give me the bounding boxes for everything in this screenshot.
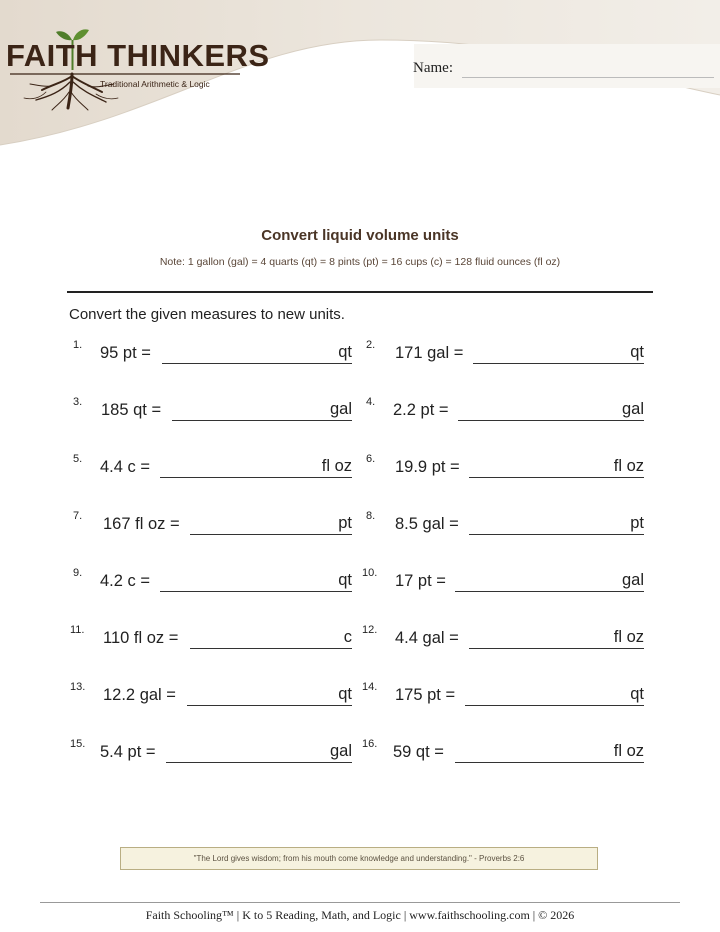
problem-number: 1. (73, 339, 83, 351)
target-unit: c (343, 628, 352, 646)
answer-blank[interactable] (458, 400, 644, 421)
name-input-line[interactable] (462, 77, 714, 78)
title-divider (67, 291, 653, 293)
answer-blank[interactable] (160, 571, 352, 592)
answer-blank[interactable] (469, 628, 644, 649)
problem-12 (362, 624, 644, 650)
target-unit: gal (621, 571, 644, 589)
problem-question: 110 fl oz = (103, 629, 179, 647)
problem-8 (366, 510, 644, 536)
answer-blank[interactable] (187, 685, 352, 706)
footer-text: Faith Schooling™ | K to 5 Reading, Math, and Logic | www.faithschooling.com | © 2026 (145, 908, 575, 922)
name-label: Name: (413, 60, 453, 76)
instructions: Convert the given measures to new units. (69, 306, 345, 323)
target-unit: qt (338, 685, 352, 703)
problem-6 (366, 453, 644, 479)
problem-3 (73, 396, 352, 422)
problem-10 (362, 567, 644, 593)
target-unit: qt (338, 343, 352, 361)
problem-15 (70, 738, 352, 764)
problem-9 (73, 567, 352, 593)
problem-question: 2.2 pt = (393, 401, 449, 419)
problem-number: 16. (362, 738, 378, 750)
target-unit: gal (329, 400, 352, 418)
brand-logo-text: FAITH THINKERS (6, 38, 270, 73)
problem-question: 4.2 c = (100, 572, 150, 590)
problem-question: 4.4 c = (100, 458, 150, 476)
problem-number: 15. (70, 738, 86, 750)
answer-blank[interactable] (473, 343, 644, 364)
problem-number: 8. (366, 510, 376, 522)
problem-question: 8.5 gal = (395, 515, 459, 533)
problem-number: 13. (70, 681, 86, 693)
answer-blank[interactable] (465, 685, 644, 706)
problem-number: 10. (362, 567, 378, 579)
conversion-note: Note: 1 gallon (gal) = 4 quarts (qt) = 8 pints (pt) = 16 cups (c) = 128 fluid ounces (fl oz) (159, 256, 561, 268)
problem-14 (362, 681, 644, 707)
answer-blank[interactable] (166, 742, 352, 763)
problem-11 (70, 624, 352, 650)
problem-question: 185 qt = (101, 401, 162, 419)
brand-tagline: Traditional Arithmetic & Logic (100, 79, 210, 89)
problem-7 (73, 510, 352, 536)
problem-number: 5. (73, 453, 83, 465)
answer-blank[interactable] (160, 457, 352, 478)
problem-2 (366, 339, 644, 365)
answer-blank[interactable] (469, 457, 644, 478)
name-field-background (414, 44, 720, 88)
footer-divider (40, 902, 680, 903)
answer-blank[interactable] (190, 514, 352, 535)
problem-question: 167 fl oz = (103, 515, 180, 533)
problem-question: 175 pt = (395, 686, 456, 704)
problem-number: 7. (73, 510, 83, 522)
problem-1 (73, 339, 352, 365)
problem-number: 6. (366, 453, 376, 465)
problem-question: 19.9 pt = (395, 458, 460, 476)
target-unit: fl oz (613, 742, 644, 760)
problem-number: 12. (362, 624, 378, 636)
target-unit: qt (630, 343, 644, 361)
problem-number: 9. (73, 567, 83, 579)
answer-blank[interactable] (455, 742, 644, 763)
problem-question: 59 qt = (393, 743, 444, 761)
target-unit: qt (630, 685, 644, 703)
problem-question: 17 pt = (395, 572, 446, 590)
problem-5 (73, 453, 352, 479)
problem-number: 4. (366, 396, 376, 408)
target-unit: gal (621, 400, 644, 418)
answer-blank[interactable] (190, 628, 352, 649)
scripture-quote: "The Lord gives wisdom; from his mouth come knowledge and understanding." - Proverbs 2:6 (120, 847, 598, 870)
problem-number: 2. (366, 339, 376, 351)
problem-question: 95 pt = (100, 344, 151, 362)
answer-blank[interactable] (172, 400, 352, 421)
problem-question: 12.2 gal = (103, 686, 176, 704)
target-unit: gal (329, 742, 352, 760)
problem-question: 4.4 gal = (395, 629, 459, 647)
answer-blank[interactable] (162, 343, 352, 364)
target-unit: fl oz (613, 457, 644, 475)
problem-number: 3. (73, 396, 83, 408)
target-unit: pt (630, 514, 644, 532)
problem-16 (362, 738, 644, 764)
target-unit: fl oz (321, 457, 352, 475)
problem-13 (70, 681, 352, 707)
worksheet-title: Convert liquid volume units (261, 227, 459, 244)
problem-4 (366, 396, 644, 422)
problem-number: 14. (362, 681, 378, 693)
target-unit: fl oz (613, 628, 644, 646)
target-unit: qt (338, 571, 352, 589)
answer-blank[interactable] (455, 571, 644, 592)
target-unit: pt (338, 514, 352, 532)
answer-blank[interactable] (469, 514, 644, 535)
problem-question: 171 gal = (395, 344, 464, 362)
problem-question: 5.4 pt = (100, 743, 156, 761)
problem-number: 11. (70, 624, 85, 636)
